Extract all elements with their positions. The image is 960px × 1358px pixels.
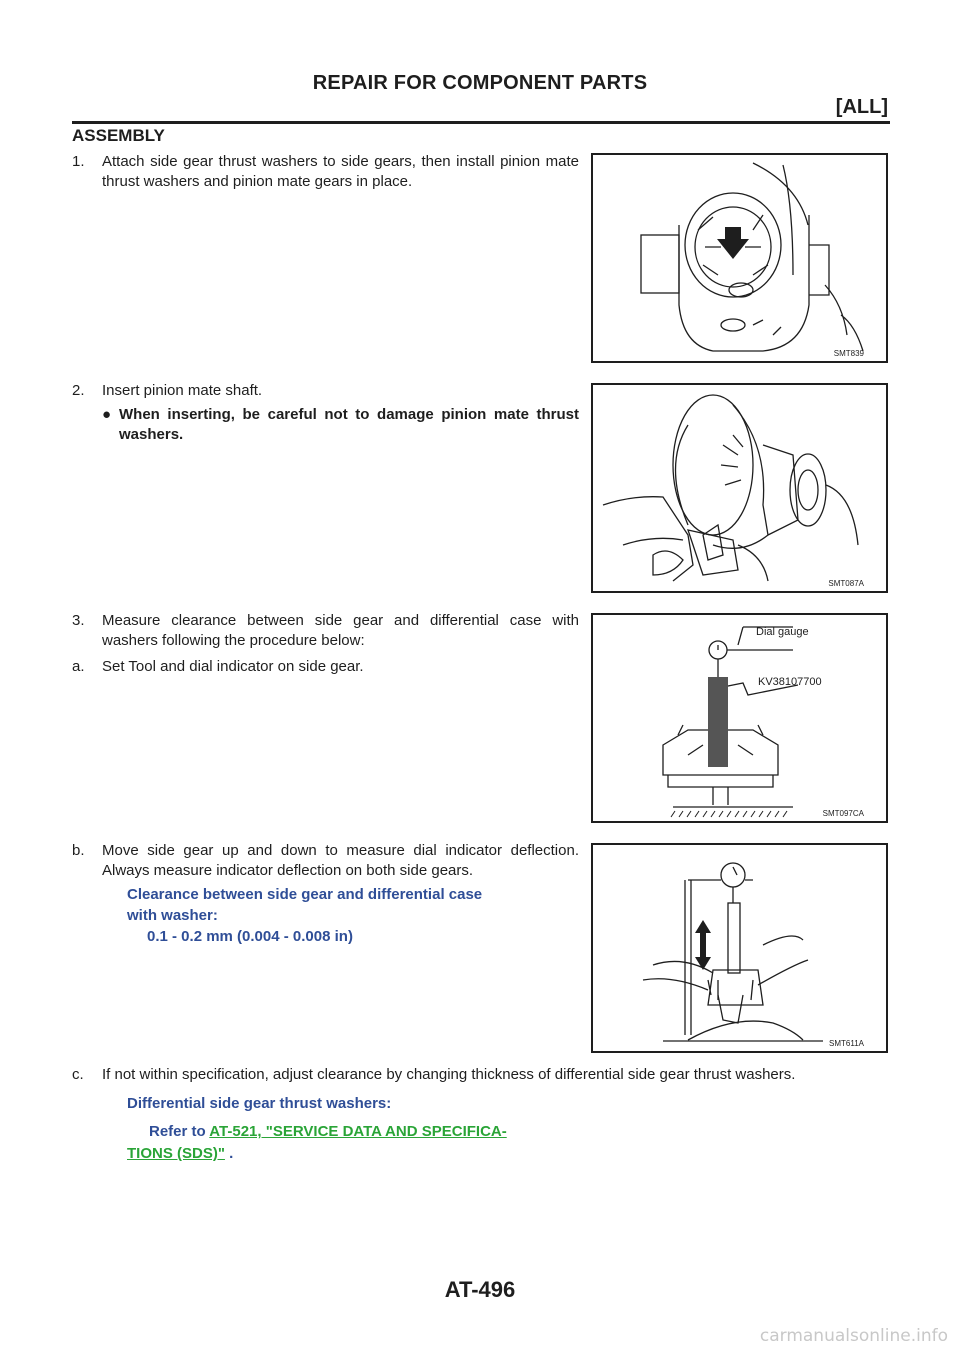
step-label: c. — [72, 1066, 84, 1083]
section-heading: ASSEMBLY — [72, 126, 165, 145]
spec-washers-refer-line2 — [127, 1143, 607, 1165]
figure-pinion-shaft — [591, 383, 888, 593]
spec-clearance-title-line1: Clearance between side gear and differential case — [127, 886, 483, 903]
bullet-dot: ● — [102, 406, 112, 423]
differential-gears-illustration — [593, 155, 886, 361]
step-text: Move side gear up and down to measure dial indicator deflection. Always measure indicator deflection on both side gears. — [102, 842, 579, 879]
spec-clearance-value: 0.1 - 0.2 mm (0.004 - 0.008 in) — [147, 928, 353, 945]
page-title: REPAIR FOR COMPONENT PARTS — [312, 72, 648, 94]
refer-suffix: . — [224, 1145, 234, 1162]
spec-washers — [127, 1093, 607, 1165]
figure-dial-gauge-setup — [591, 613, 888, 823]
watermark: carmanualsonline.info — [759, 1326, 948, 1346]
step-1 — [72, 152, 579, 191]
header-divider — [72, 121, 890, 124]
step-text: Set Tool and dial indicator on side gear. — [102, 658, 364, 675]
step-a — [72, 657, 579, 677]
sds-reference-link[interactable]: AT-521, "SERVICE DATA AND SPECIFICA- — [209, 1123, 507, 1140]
step-2 — [72, 381, 579, 401]
dial-gauge-setup-illustration — [593, 615, 886, 821]
figure-code: SMT087A — [828, 579, 864, 588]
figure-code: SMT839 — [833, 349, 864, 358]
step-text: Attach side gear thrust washers to side gears, then install pinion mate thrust washers and pinion mate gears in place. — [102, 153, 579, 190]
spec-clearance-title-line2: with washer: — [127, 907, 218, 924]
sds-reference-link-continued[interactable]: TIONS (SDS)" — [127, 1145, 225, 1162]
step-3 — [72, 611, 579, 650]
step-label: 1. — [72, 153, 85, 170]
figure-code: SMT097CA — [822, 809, 864, 818]
section-tag: [ALL] — [835, 96, 888, 118]
spec-clearance — [127, 884, 587, 947]
step-label: 3. — [72, 612, 85, 629]
callout-dial-gauge: Dial gauge — [756, 626, 809, 638]
spec-washers-refer-line1 — [149, 1121, 607, 1143]
figure-code: SMT611A — [829, 1039, 864, 1048]
figure-differential-gears — [591, 153, 888, 363]
step-label: 2. — [72, 382, 85, 399]
step-text: Insert pinion mate shaft. — [102, 382, 263, 399]
step-label: a. — [72, 658, 85, 675]
page-number: AT-496 — [444, 1277, 516, 1302]
refer-prefix: Refer to — [149, 1123, 210, 1140]
callout-tool-number: KV38107700 — [758, 676, 822, 688]
step-label: b. — [72, 842, 85, 859]
measure-deflection-illustration — [593, 845, 886, 1051]
spec-washers-title: Differential side gear thrust washers: — [127, 1095, 392, 1112]
step-text: If not within specification, adjust clearance by changing thickness of differential side gear thrust washers. — [102, 1066, 796, 1083]
step-b — [72, 841, 579, 880]
caution-text: When inserting, be careful not to damage pinion mate thrust washers. — [119, 406, 579, 443]
step-text: Measure clearance between side gear and differential case with washers following the procedure below: — [102, 612, 579, 649]
pinion-shaft-illustration — [593, 385, 886, 591]
step-c — [72, 1065, 890, 1085]
caution-bullet — [102, 405, 579, 444]
figure-measure-deflection — [591, 843, 888, 1053]
